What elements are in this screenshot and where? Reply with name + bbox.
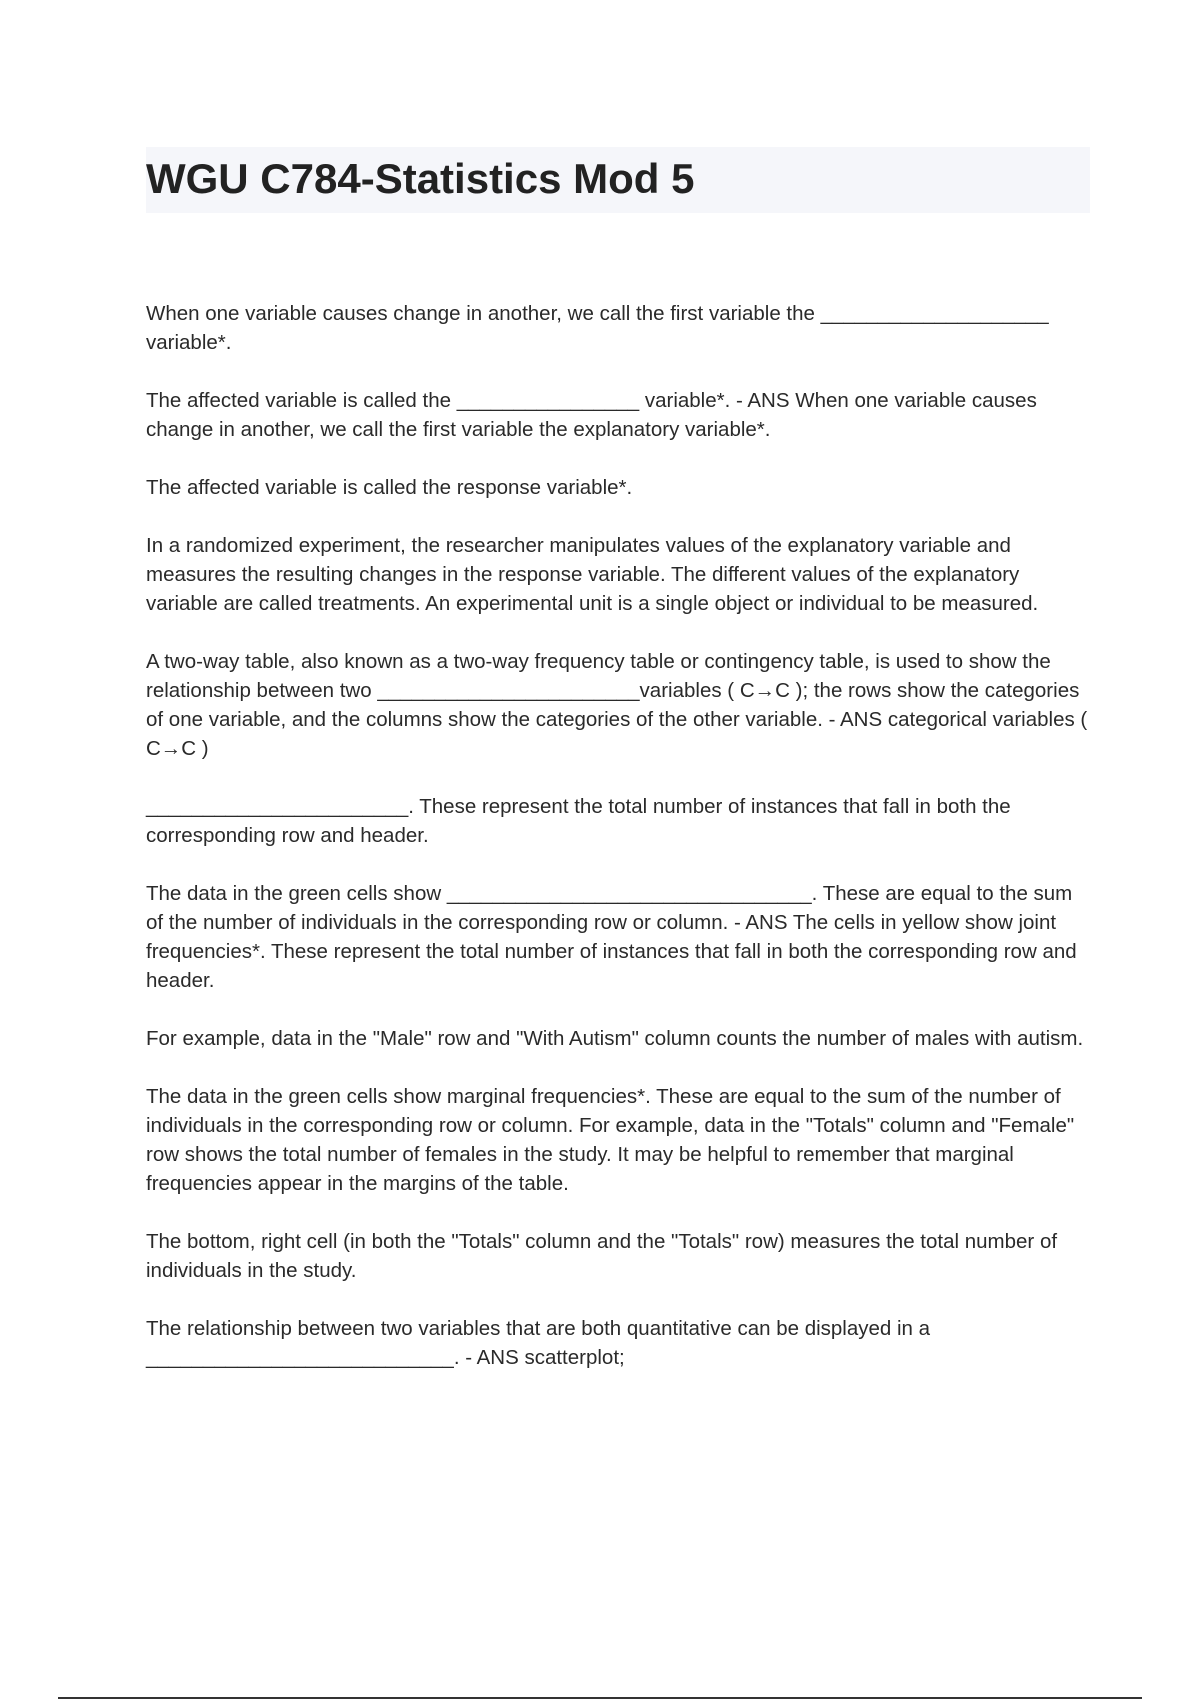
paragraph: The affected variable is called the ________________ variable*. - ANS When one variable causes change in another, we call the first variable the explanatory variable*. [146, 389, 1037, 441]
footer-divider [58, 1697, 1142, 1699]
paragraph: The data in the green cells show ________________________________. These are equal to the sum of the number of individuals in the corresponding row or column. - ANS The cells in yellow show joint frequencies*. These represent the total number of instances that fall in both the corresponding row and header. [146, 882, 1077, 992]
paragraph: The affected variable is called the response variable*. [146, 476, 633, 499]
paragraph: In a randomized experiment, the researcher manipulates values of the explanatory variable and measures the resulting changes in the response variable. The different values of the explanatory variable are called treatments. An experimental unit is a single object or individual to be measured. [146, 534, 1039, 615]
paragraph: A two-way table, also known as a two-way frequency table or contingency table, is used to show the relationship between two _______________________variables ( C→C ); the rows show the categories of one variable, and the columns show the categories of the other variable. - ANS categorical variables ( C→C ) [146, 650, 1088, 760]
paragraph: The data in the green cells show marginal frequencies*. These are equal to the sum of the number of individuals in the corresponding row or column. For example, data in the "Totals" column and "Female" row shows the total number of females in the study. It may be helpful to remember that marginal frequencies appear in the margins of the table. [146, 1085, 1075, 1195]
paragraph: For example, data in the "Male" row and "With Autism" column counts the number of males with autism. [146, 1027, 1084, 1050]
document-body [146, 299, 1090, 1401]
paragraph: The relationship between two variables that are both quantitative can be displayed in a ___________________________. - ANS scatterplot; [146, 1317, 931, 1369]
paragraph: When one variable causes change in another, we call the first variable the ____________________ variable*. [146, 302, 1049, 354]
paragraph: The bottom, right cell (in both the "Totals" column and the "Totals" row) measures the total number of individuals in the study. [146, 1230, 1058, 1282]
page-title: WGU C784-Statistics Mod 5 [146, 155, 695, 202]
paragraph: _______________________. These represent the total number of instances that fall in both the corresponding row and header. [146, 795, 1011, 847]
title-banner [146, 147, 1090, 213]
